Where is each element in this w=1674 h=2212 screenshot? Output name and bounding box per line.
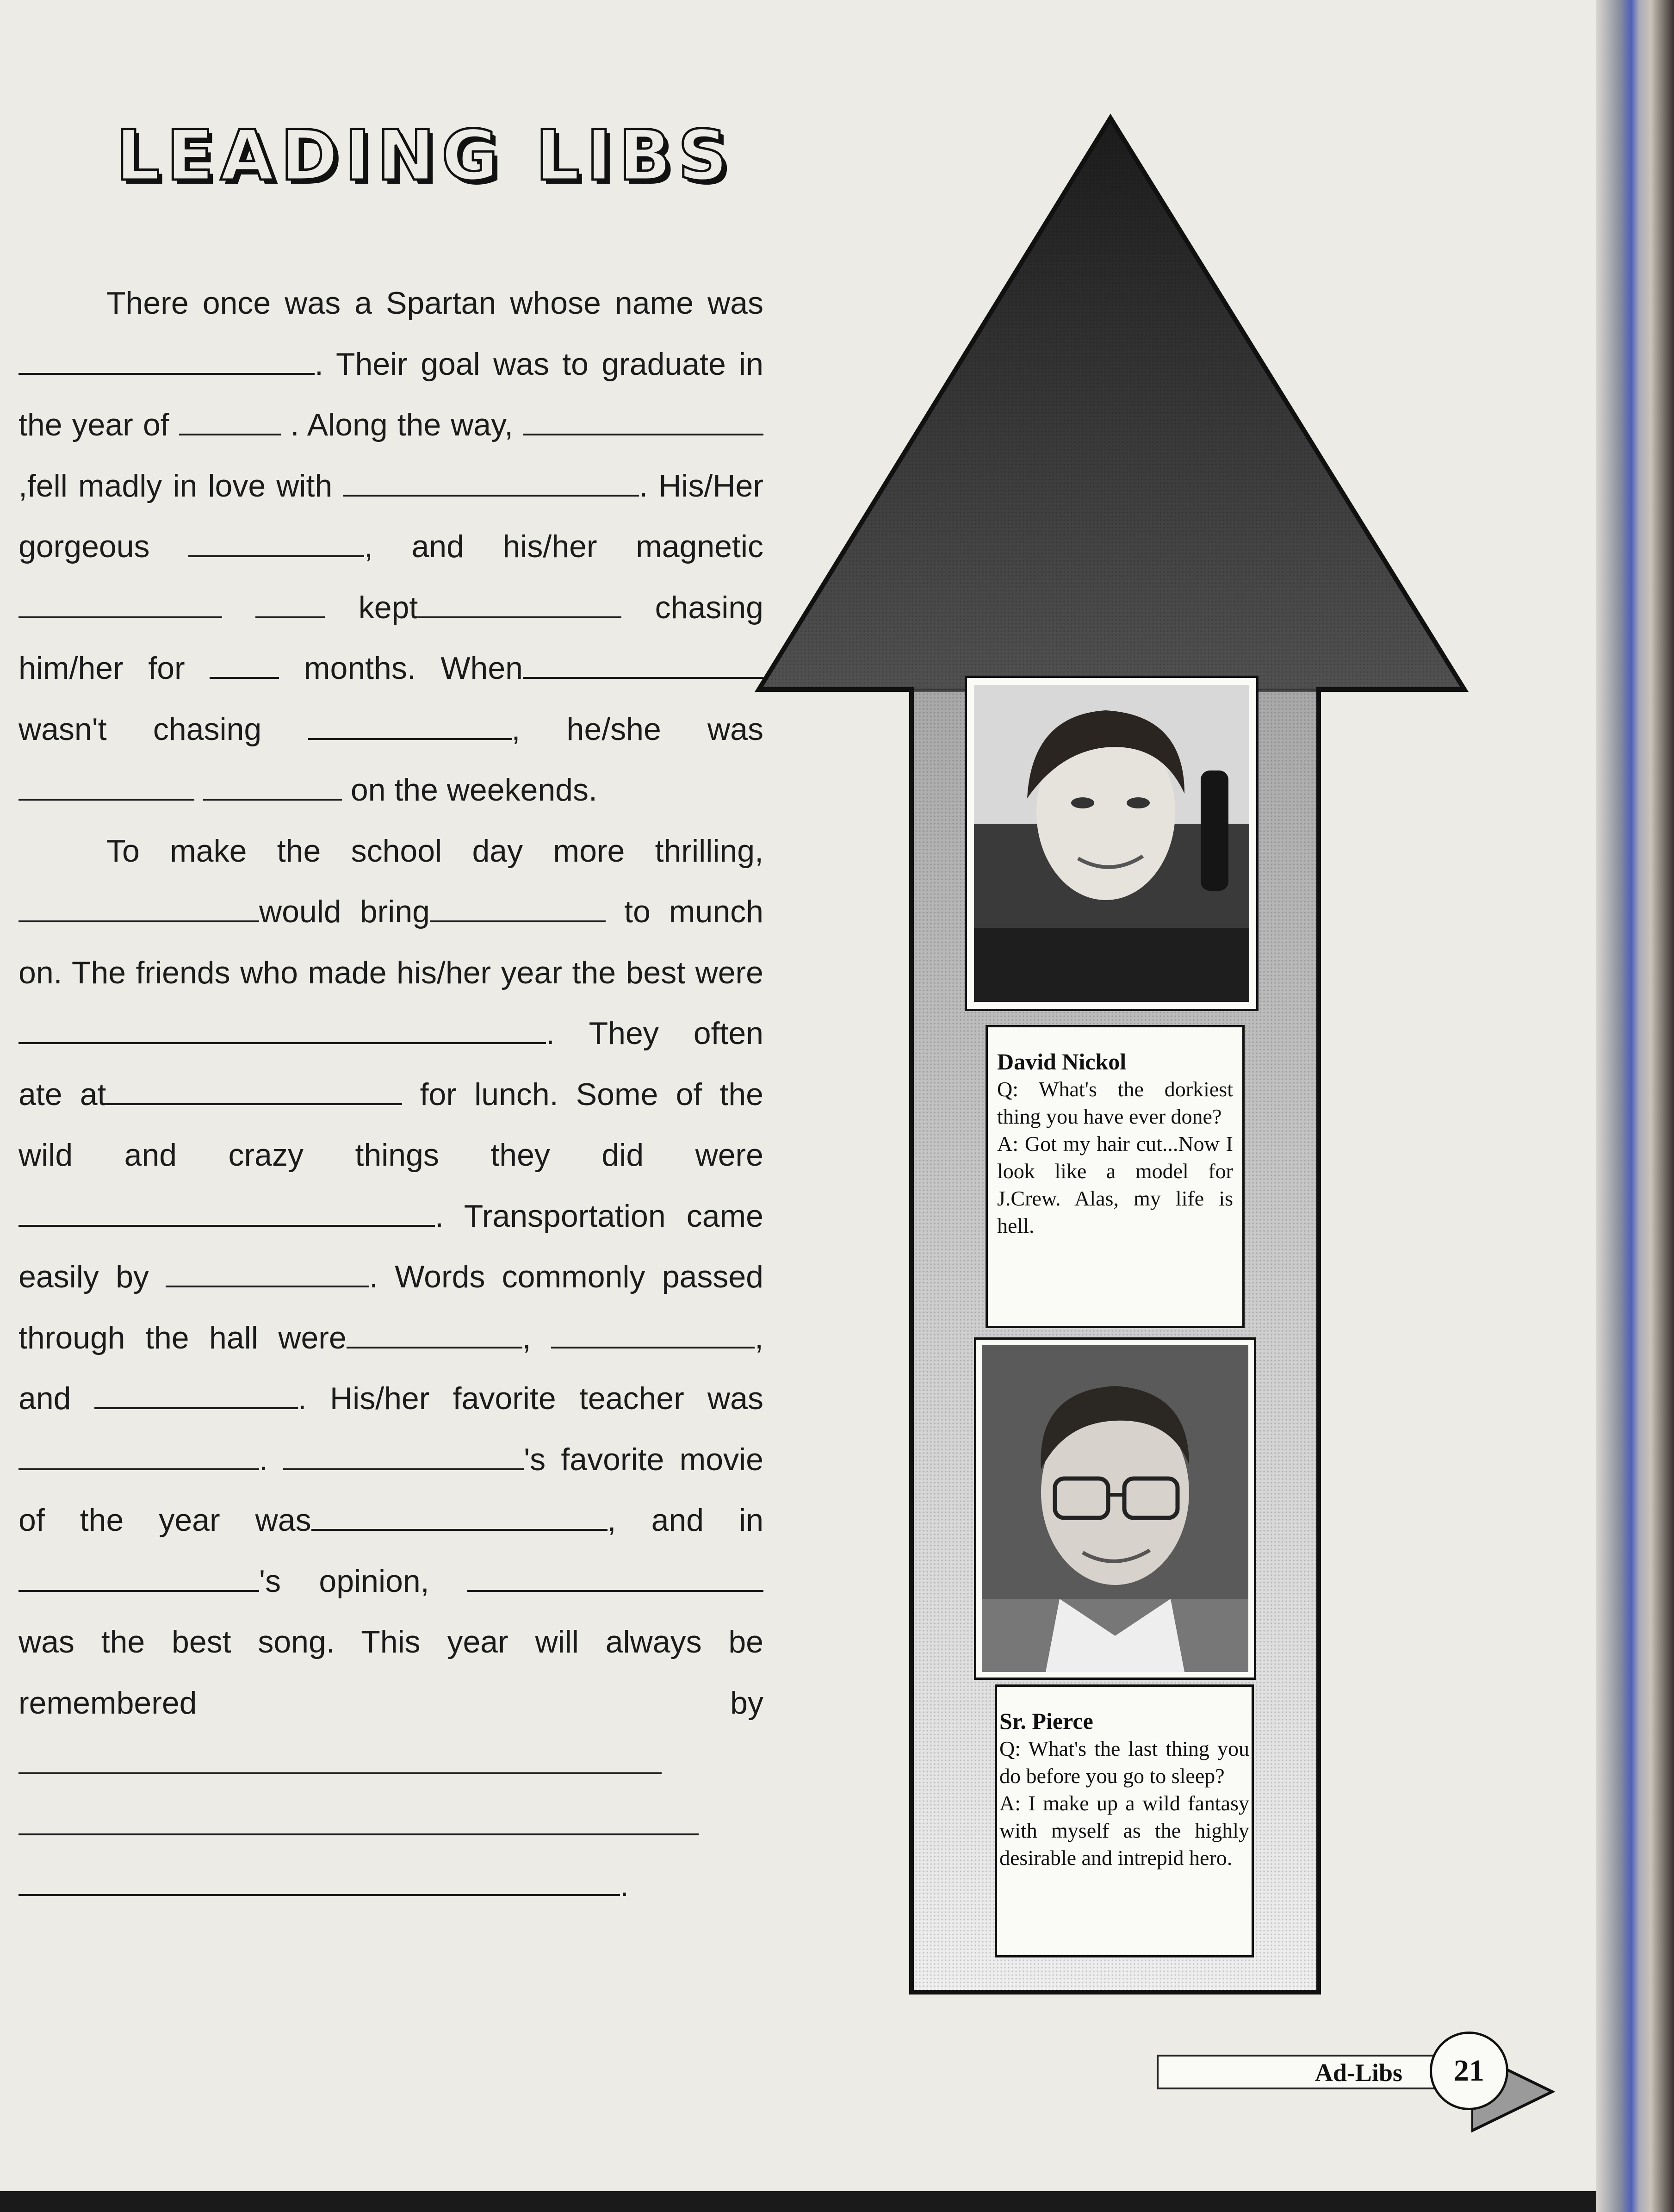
- fill-in-blank[interactable]: [19, 1806, 699, 1835]
- footer-section-label: Ad-Libs: [1157, 2055, 1448, 2089]
- fill-in-blank[interactable]: [19, 1014, 546, 1044]
- fill-in-blank[interactable]: [210, 649, 279, 679]
- fill-in-blank[interactable]: [311, 1501, 608, 1531]
- profile-answer: A: Got my hair cut...Now I look like a model for J.Crew. Alas, my life is hell.: [997, 1132, 1233, 1237]
- fill-in-blank[interactable]: [179, 406, 281, 435]
- fill-in-blank[interactable]: [283, 1441, 524, 1470]
- fill-in-blank[interactable]: [19, 1197, 435, 1227]
- fill-in-blank[interactable]: [418, 589, 621, 618]
- profile-name: Sr. Pierce: [999, 1708, 1093, 1734]
- fill-in-blank[interactable]: [19, 1562, 259, 1592]
- fill-in-blank[interactable]: [19, 1866, 620, 1896]
- fill-in-blank[interactable]: [19, 1441, 259, 1470]
- fill-in-blank[interactable]: [467, 1562, 763, 1592]
- page-title: LEADING LIBS: [116, 116, 735, 196]
- profile-card-david-nickol: [986, 1025, 1245, 1328]
- fill-in-blank[interactable]: [255, 589, 325, 618]
- fill-in-blank[interactable]: [106, 1075, 402, 1105]
- fill-in-blank[interactable]: [19, 345, 315, 375]
- fill-in-blank[interactable]: [19, 771, 194, 801]
- fill-in-blank[interactable]: [19, 893, 259, 922]
- book-page-edge: [1596, 0, 1674, 2212]
- photo-sr-pierce: [974, 1337, 1256, 1680]
- story-paragraph-2: To make the school day more thrilling, would bring to munch on. The friends who made his/her year the best were . They often ate at for lunch. Some of the wild and crazy things they did were. Transportation came easily by . Words commonly passed through the hall were , , and . His/her favorite teacher was. 's favorite movie of the year was , and in's opinion, was the best song. This year will always be remembered by .: [19, 833, 764, 1903]
- photo-david-nickol: [965, 676, 1259, 1011]
- story-paragraph-1: There once was a Spartan whose name was . Their goal was to graduate in the year of . Along the way, ,fell madly in love with . His/Her gorgeous , and his/her magnetic kept chasing him/her for months. When wasn't chasing , he/she was on the weekends.: [19, 286, 763, 808]
- fill-in-blank[interactable]: [203, 771, 342, 801]
- fill-in-blank[interactable]: [343, 467, 639, 497]
- page-number: 21: [1430, 2032, 1508, 2110]
- mad-libs-story: [19, 273, 763, 1916]
- profile-answer: A: I make up a wild fantasy with myself as the highly desirable and intrepid hero.: [999, 1791, 1249, 1870]
- fill-in-blank[interactable]: [19, 589, 222, 618]
- fill-in-blank[interactable]: [523, 649, 763, 679]
- profile-card-sr-pierce: [995, 1684, 1254, 1957]
- fill-in-blank[interactable]: [166, 1258, 369, 1287]
- fill-in-blank[interactable]: [308, 710, 512, 740]
- profile-question: Q: What's the last thing you do before you go to sleep?: [999, 1737, 1249, 1788]
- fill-in-blank[interactable]: [19, 1745, 662, 1774]
- fill-in-blank[interactable]: [94, 1379, 298, 1409]
- fill-in-blank[interactable]: [347, 1319, 522, 1348]
- fill-in-blank[interactable]: [551, 1319, 755, 1348]
- fill-in-blank[interactable]: [430, 893, 606, 922]
- profile-question: Q: What's the dorkiest thing you have ever done?: [997, 1077, 1233, 1128]
- profile-name: David Nickol: [997, 1049, 1127, 1075]
- fill-in-blank[interactable]: [523, 406, 763, 435]
- fill-in-blank[interactable]: [188, 528, 364, 557]
